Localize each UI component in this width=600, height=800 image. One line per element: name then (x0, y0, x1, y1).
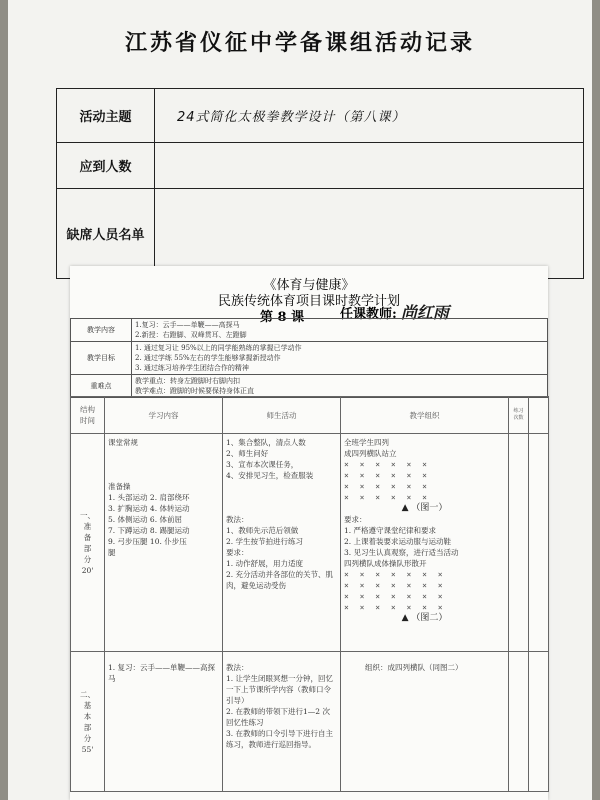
formation-1: × × × × × × × × × × × × × × × × × × × × × × × × (344, 460, 430, 502)
org-mid: 四列横队成体操队形散开 (344, 559, 427, 568)
plan-table (70, 396, 549, 792)
goal-line-1: 1. 通过复习让 95%以上的同学能熟练的掌握已学动作 (135, 344, 302, 352)
section2-label: 二、 基 本 部 分 55' (71, 652, 105, 792)
content-line-2: 2.新授：右蹬脚、双峰贯耳、左蹬脚 (135, 331, 247, 339)
lesson-number: 第 8 课 (260, 310, 305, 325)
goal-line-2: 2. 通过学练 55%左右的学生能够掌握新授动作 (135, 354, 281, 362)
section2-org: 组织：成四列横队（同图二） (341, 652, 509, 792)
key-line-1: 教学重点：转身左蹬脚时右脚内扣 (135, 377, 240, 385)
absent-value[interactable] (155, 189, 584, 279)
content-cell (132, 319, 548, 342)
section2-extra2 (529, 652, 549, 792)
absent-label: 缺席人员名单 (57, 189, 155, 279)
section1-extra (509, 434, 529, 652)
paper-record (8, 0, 592, 800)
figure-2-label: ▲ （图二） (401, 613, 448, 623)
col-extra2-header (529, 397, 549, 434)
org-top: 全班学生四列 成四列横队站立 (344, 438, 397, 458)
section2-activity: 教法： 1. 让学生闭眼冥想一分钟，回忆一下上节课所学内容（教师口令引导） 2. 在教师的带领下进行1—2 次回忆性练习 3. 在教师的口令引导下进行自主练习，教师进行巡回指导。 (223, 652, 341, 792)
col-time-header: 结构 时间 (71, 397, 105, 434)
attend-value[interactable] (155, 143, 584, 189)
key-line-2: 教学难点：蹬脚的时候要保持身体正直 (135, 387, 254, 395)
section1-label: 一、 准 备 部 分 20' (71, 434, 105, 652)
record-table (56, 88, 584, 279)
figure-1-label: ▲ （图一） (401, 503, 448, 513)
teacher-label: 任课教师: (340, 307, 397, 322)
key-label: 重难点 (71, 375, 132, 398)
teacher-signature: 尚红雨 (400, 303, 449, 322)
col-org-header: 教学组织 (341, 397, 509, 434)
formation-2: × × × × × × × × × × × × × × × × × × × × × × × × × × × × (344, 570, 446, 612)
section2-extra (509, 652, 529, 792)
page-title: 江苏省仪征中学备课组活动记录 (124, 30, 475, 56)
key-cell (132, 375, 548, 398)
section1-activity: 1、集合整队，清点人数 2、师生问好 3、宣布本次课任务， 4、安排见习生，检查服装 教法： 1、教师先示范后领做 2. 学生按节拍进行练习 要求： 1. 动作舒展，用力适度 2. 充分活动并各部位的关节、肌肉，避免运动受伤 (223, 434, 341, 652)
content-line-1: 1.复习：云手——单鞭——高探马 (135, 321, 240, 329)
sheet-line2: 民族传统体育项目课时教学计划 (217, 294, 400, 309)
content-label: 教学内容 (71, 319, 132, 342)
info-table (70, 318, 548, 398)
sheet-line1: 《体育与健康》 (263, 278, 355, 293)
attend-label: 应到人数 (57, 143, 155, 189)
topic-label: 活动主题 (57, 89, 155, 143)
col-activity-header: 师生活动 (223, 397, 341, 434)
goal-line-3: 3. 通过练习培养学生团结合作的精神 (135, 364, 249, 372)
section1-extra2 (529, 434, 549, 652)
section1-content: 课堂常规 准备操 1. 头部运动 2. 肩部绕环 3. 扩胸运动 4. 体转运动 5. 体侧运动 6. 体前屈 7. 下蹲运动 8. 踢腿运动 9. 弓步压腿 10. 仆步压 腿 (105, 434, 223, 652)
lesson-plan-sheet (70, 266, 548, 800)
col-extra-header: 练习次数 (509, 397, 529, 434)
org-requirements: 要求： 1. 严格遵守课堂纪律和要求 2. 上课着装要求运动服与运动鞋 3. 见习生认真观察，进行适当活动 (344, 515, 459, 557)
goal-cell (132, 342, 548, 375)
section2-content: 1. 复习：云手——单鞭——高探马 (105, 652, 223, 792)
col-content-header: 学习内容 (105, 397, 223, 434)
topic-value[interactable]: 24式简化太极拳教学设计（第八课） (155, 89, 584, 143)
section1-org (341, 434, 509, 652)
goal-label: 教学目标 (71, 342, 132, 375)
